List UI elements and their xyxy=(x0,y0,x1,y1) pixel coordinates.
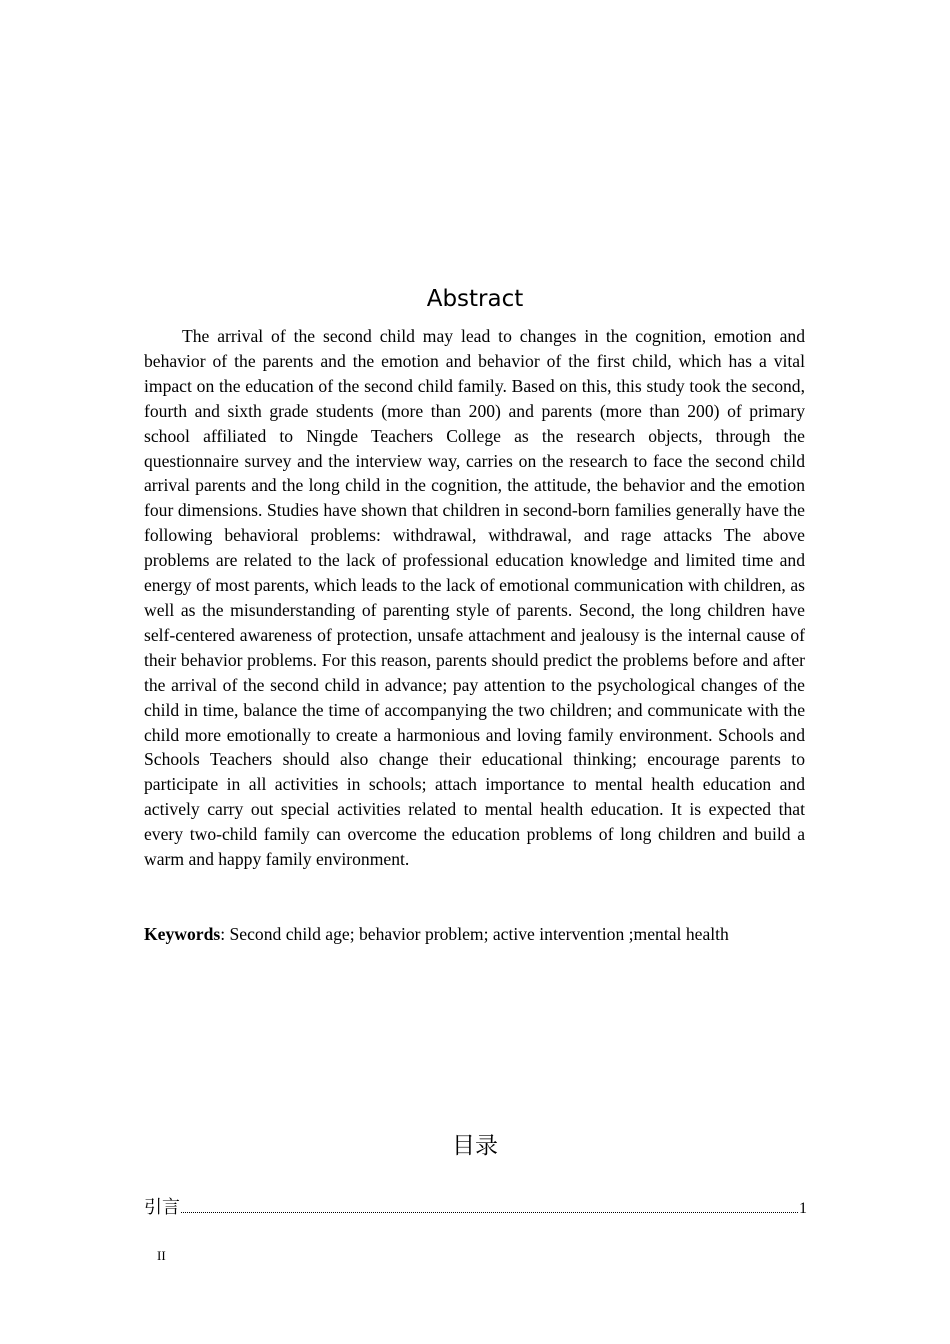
abstract-body: The arrival of the second child may lead to changes in the cognition, emotion and behavior of the parents and the emotion and behavior of the first child, which has a vital impact on the education of the second child family. Based on this, this study took the second, fourth and sixth grade students (more than 200) and parents (more than 200) of primary school affiliated to Ningde Teachers College as the research objects, through the questionnaire survey and the interview way, carries on the research to face the second child arrival parents and the long child in the cognition, the attitude, the behavior and the emotion four dimensions. Studies have shown that children in second-born families generally have the following behavioral problems: withdrawal, withdrawal, and rage attacks The above problems are related to the lack of professional education knowledge and limited time and energy of most parents, which leads to the lack of emotional communication with children, as well as the misunderstanding of parenting style of parents. Second, the long children have self-centered awareness of protection, unsafe attachment and jealousy is the internal cause of their behavior problems. For this reason, parents should predict the problems before and after the arrival of the second child in advance; pay attention to the psychological changes of the child in time, balance the time of accompanying the two children; and communicate with the child more emotionally to create a harmonious and loving family environment. Schools and Schools Teachers should also change their educational thinking; encourage parents to participate in all activities in schools; attach importance to mental health education and actively carry out special activities related to mental health education. It is expected that every two-child family can overcome the education problems of long children and build a warm and happy family environment. xyxy=(144,326,805,870)
keywords-line xyxy=(144,922,805,947)
keywords-label: Keywords xyxy=(144,924,221,944)
page-number: II xyxy=(157,1248,166,1263)
keywords-text: : Second child age; behavior problem; active intervention ;mental health xyxy=(220,924,729,944)
toc-entry-label: 引言 xyxy=(144,1197,180,1218)
toc-dot-leader xyxy=(181,1212,798,1213)
toc-entry-page: 1 xyxy=(799,1200,807,1217)
toc-title: 目录 xyxy=(452,1133,498,1159)
toc-entry[interactable] xyxy=(144,1196,807,1221)
abstract-title: Abstract xyxy=(426,286,524,312)
